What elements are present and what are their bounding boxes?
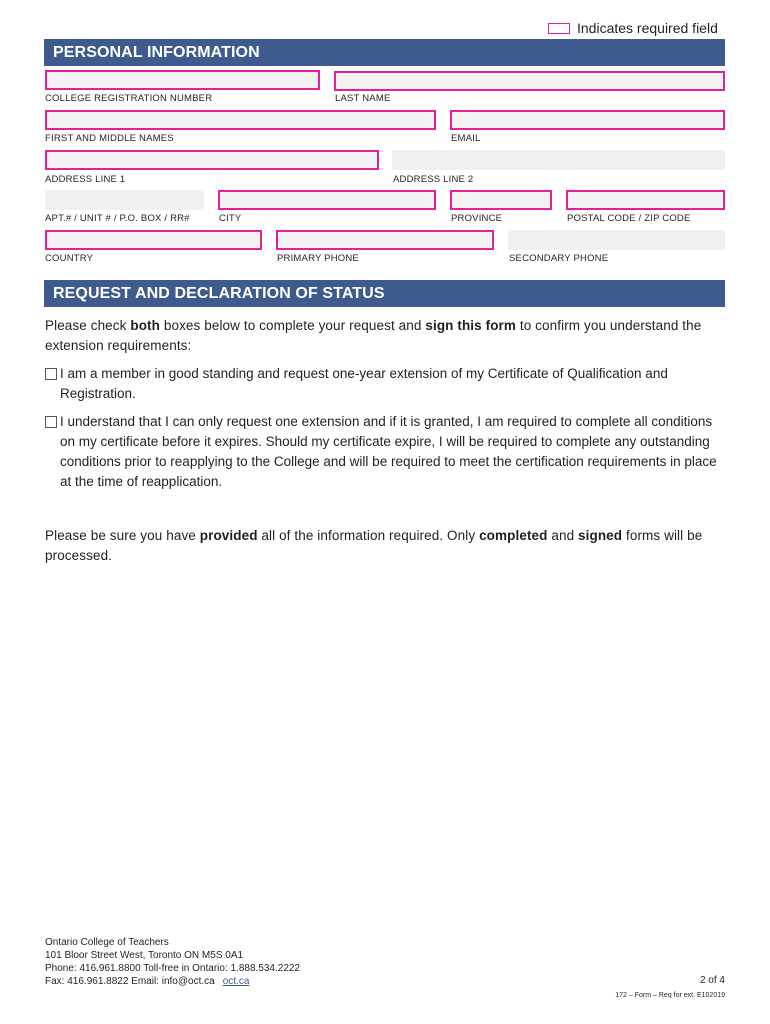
primary-phone-input[interactable]: [278, 233, 492, 249]
footer-fax-email: Fax: 416.961.8822 Email: info@oct.ca oct.ca: [45, 976, 250, 987]
required-field-legend-text: Indicates required field: [577, 20, 718, 36]
registration-number-label: COLLEGE REGISTRATION NUMBER: [45, 93, 213, 104]
registration-number-field[interactable]: [45, 70, 320, 90]
last-name-field[interactable]: [334, 71, 725, 91]
postal-code-input[interactable]: [568, 193, 723, 209]
apt-unit-label: APT.# / UNIT # / P.O. BOX / RR#: [45, 213, 190, 224]
extension-understanding-checkbox[interactable]: [45, 416, 57, 428]
address-line-2-label: ADDRESS LINE 2: [393, 174, 474, 185]
good-standing-checkbox[interactable]: [45, 368, 57, 380]
first-middle-names-label: FIRST AND MIDDLE NAMES: [45, 133, 174, 144]
city-label: CITY: [219, 213, 242, 224]
section-header-request-declaration: REQUEST AND DECLARATION OF STATUS: [44, 280, 725, 307]
good-standing-text: I am a member in good standing and request one-year extension of my Certificate of Qualification and Registration.: [60, 366, 668, 401]
city-field[interactable]: [218, 190, 436, 210]
request-intro-text: Please check both boxes below to complete your request and sign this form to confirm you understand the extension requirements:: [45, 318, 702, 353]
email-label: EMAIL: [451, 133, 481, 144]
form-code: 172 – Form – Req for ext. E102019: [615, 992, 725, 999]
section-header-personal-information: PERSONAL INFORMATION: [44, 39, 725, 66]
footer-phone: Phone: 416.961.8800 Toll-free in Ontario: 1.888.534.2222: [45, 963, 301, 974]
email-field[interactable]: [450, 110, 725, 130]
address-line-2-field[interactable]: [392, 150, 725, 170]
footer-address: 101 Bloor Street West, Toronto ON M5S 0A1: [45, 950, 244, 961]
registration-number-input[interactable]: [47, 73, 318, 89]
primary-phone-field[interactable]: [276, 230, 494, 250]
country-label: COUNTRY: [45, 253, 94, 264]
address-line-1-field[interactable]: [45, 150, 379, 170]
province-label: PROVINCE: [451, 213, 503, 224]
primary-phone-label: PRIMARY PHONE: [277, 253, 359, 264]
website-link[interactable]: oct.ca: [222, 976, 250, 987]
address-line-2-input[interactable]: [392, 150, 725, 170]
footer-contact: [45, 936, 300, 988]
secondary-phone-input[interactable]: [508, 230, 725, 250]
province-field[interactable]: [450, 190, 552, 210]
footer-org: Ontario College of Teachers: [45, 937, 169, 948]
first-middle-names-input[interactable]: [47, 113, 434, 129]
required-field-legend-swatch: [548, 23, 570, 34]
postal-code-field[interactable]: [566, 190, 725, 210]
email-input[interactable]: [452, 113, 723, 129]
secondary-phone-label: SECONDARY PHONE: [509, 253, 609, 264]
extension-understanding-text: I understand that I can only request one extension and if it is granted, I am required to complete all conditions on my certificate before it expires. Should my certificate expire, I will be required to complete any outstanding conditions prior to reapplying to the College and will be required to meet the certification requirements in place at the time of reapplication.: [60, 414, 717, 489]
completion-note-text: Please be sure you have provided all of the information required. Only completed and signed forms will be processed.: [45, 528, 703, 563]
postal-code-label: POSTAL CODE / ZIP CODE: [567, 213, 691, 224]
last-name-input[interactable]: [336, 74, 723, 90]
secondary-phone-field[interactable]: [508, 230, 725, 250]
address-line-1-label: ADDRESS LINE 1: [45, 174, 126, 185]
page-number: 2 of 4: [699, 975, 725, 986]
last-name-label: LAST NAME: [335, 93, 391, 104]
country-field[interactable]: [45, 230, 262, 250]
address-line-1-input[interactable]: [47, 153, 377, 169]
apt-unit-input[interactable]: [45, 190, 204, 210]
first-middle-names-field[interactable]: [45, 110, 436, 130]
apt-unit-field[interactable]: [45, 190, 204, 210]
province-input[interactable]: [452, 193, 550, 209]
country-input[interactable]: [47, 233, 260, 249]
city-input[interactable]: [220, 193, 434, 209]
